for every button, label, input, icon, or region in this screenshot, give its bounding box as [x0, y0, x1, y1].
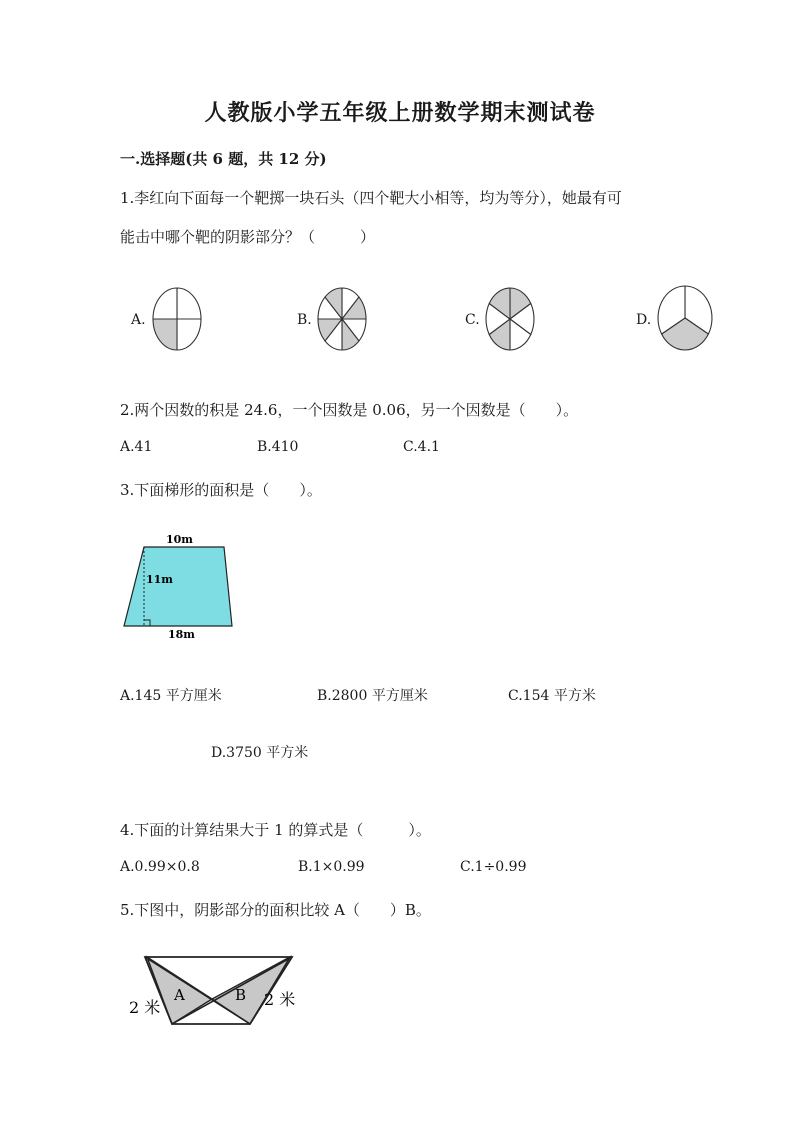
q3-option-c: C.154 平方米 [508, 688, 596, 704]
q4-option-c: C.1÷0.99 [460, 859, 527, 875]
target-b-figure [315, 285, 369, 353]
target-d-figure [654, 282, 716, 354]
trapezoid-figure [118, 528, 238, 643]
q3-option-a: A.145 平方厘米 [120, 688, 222, 704]
q4-option-a: A.0.99×0.8 [120, 859, 200, 875]
target-a-figure [150, 285, 204, 353]
target-slice [153, 319, 177, 350]
trapezoid-bottom-label: 18m [168, 628, 195, 641]
triangles-figure [125, 950, 310, 1032]
target-slice [177, 288, 201, 319]
target-c-label: C. [465, 312, 480, 328]
left-length-label: 2 米 [129, 998, 161, 1017]
trapezoid-shape [124, 547, 232, 626]
q2-option-c: C.4.1 [403, 439, 440, 455]
trapezoid-top-label: 10m [166, 533, 193, 546]
q5-text: 5.下图中，阴影部分的面积比较 A（ ）B。 [120, 901, 431, 919]
target-d-ellipse [658, 286, 712, 350]
label-b: B [235, 986, 247, 1004]
target-slice [177, 319, 201, 350]
target-b-ellipse [318, 288, 366, 350]
q4-option-b: B.1×0.99 [298, 859, 365, 875]
target-b-label: B. [297, 312, 312, 328]
q2-option-b: B.410 [257, 439, 299, 455]
q3-option-b: B.2800 平方厘米 [317, 688, 428, 704]
q2-option-a: A.41 [120, 439, 153, 455]
page-title: 人教版小学五年级上册数学期末测试卷 [204, 100, 596, 126]
label-a: A [174, 986, 185, 1004]
target-a-label: A. [131, 312, 146, 328]
q1-text-line2: 能击中哪个靶的阴影部分？（ ） [120, 228, 376, 246]
q3-text: 3.下面梯形的面积是（ ）。 [120, 481, 322, 499]
q4-text: 4.下面的计算结果大于 1 的算式是（ ）。 [120, 821, 431, 839]
target-slice [153, 288, 177, 319]
q1-text-line1: 1.李红向下面每一个靶掷一块石头（四个靶大小相等，均为等分），她最有可 [120, 189, 622, 207]
target-c-ellipse [486, 288, 534, 350]
section-heading: 一.选择题(共 6 题，共 12 分) [120, 150, 327, 168]
trapezoid-height-label: 11m [146, 573, 173, 586]
right-length-label: 2 米 [264, 990, 296, 1009]
target-d-label: D. [636, 312, 652, 328]
q2-text: 2.两个因数的积是 24.6，一个因数是 0.06，另一个因数是（ ）。 [120, 401, 579, 419]
q3-option-d: D.3750 平方米 [211, 745, 309, 761]
target-a-ellipse [153, 288, 201, 350]
target-c-figure [483, 285, 537, 353]
